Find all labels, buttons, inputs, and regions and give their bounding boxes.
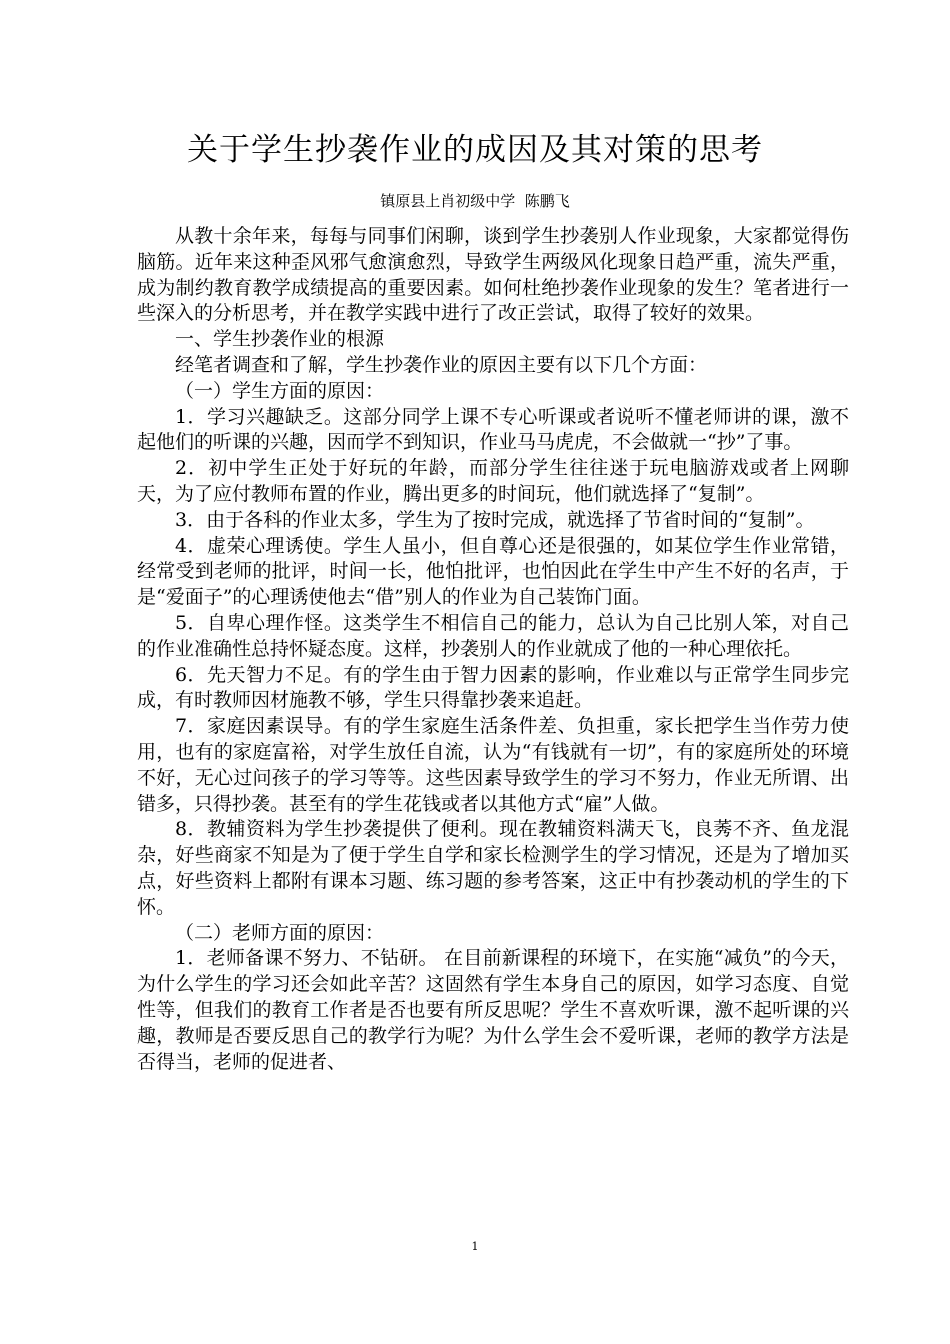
document-body [137, 224, 849, 1075]
subsection-heading: （二）老师方面的原因： [175, 921, 385, 944]
list-item: 2．初中学生正处于好玩的年龄，而部分学生往往迷于玩电脑游戏或者上网聊天，为了应付教师布置的作业，腾出更多的时间玩，他们就选择了“复制”。 [137, 457, 849, 505]
list-item: 3．由于各科的作业太多，学生为了按时完成，就选择了节省时间的“复制”。 [175, 508, 815, 531]
list-item: 6．先天智力不足。有的学生由于智力因素的影响，作业难以与正常学生同步完成，有时教师因材施教不够，学生只得靠抄袭来追赶。 [137, 663, 849, 712]
list-item: 7．家庭因素误导。有的学生家庭生活条件差、负担重，家长把学生当作劳力使用，也有的家庭富裕，对学生放任自流，认为“有钱就有一切”，有的家庭所处的环境不好，无心过问孩子的学习等等。这些因素导致学生的学习不努力，作业无所谓、出错多，只得抄袭。甚至有的学生花钱或者以其他方式“雇”人做。 [137, 715, 849, 815]
paragraph-intro: 从教十余年来，每每与同事们闲聊，谈到学生抄袭别人作业现象，大家都觉得伤脑筋。近年来这种歪风邪气愈演愈烈，导致学生两级风化现象日趋严重，流失严重，成为制约教育教学成绩提高的重要因素。如何杜绝抄袭作业现象的发生？笔者进行一些深入的分析思考，并在教学实践中进行了改正尝试，取得了较好的效果。 [137, 225, 849, 325]
document-title: 关于学生抄袭作业的成因及其对策的思考 [187, 132, 763, 168]
list-item: 1．学习兴趣缺乏。这部分同学上课不专心听课或者说听不懂老师讲的课，激不起他们的听课的兴趣，因而学不到知识，作业马马虎虎，不会做就一“抄”了事。 [137, 405, 849, 454]
list-item: 8．教辅资料为学生抄袭提供了便利。现在教辅资料满天飞，良莠不齐、鱼龙混杂，好些商家不知是为了便于学生自学和家长检测学生的学习情况，还是为了增加买点，好些资料上都附有课本习题、练习题的参考答案，这正中有抄袭动机的学生的下怀。 [137, 818, 849, 918]
section-heading: 一、学生抄袭作业的根源 [175, 328, 385, 351]
page-number: 1 [471, 1240, 479, 1253]
paragraph: 经笔者调查和了解，学生抄袭作业的原因主要有以下几个方面： [175, 353, 708, 376]
list-item: 5．自卑心理作怪。这类学生不相信自己的能力，总认为自己比别人笨，对自己的作业准确性总持怀疑态度。这样，抄袭别人的作业就成了他的一种心理依托。 [137, 611, 849, 660]
subsection-heading: （一）学生方面的原因： [175, 379, 385, 402]
list-item: 1．老师备课不努力、不钻研。 在目前新课程的环境下，在实施“减负”的今天，为什么学生的学习还会如此辛苦？这固然有学生本身自己的原因，如学习态度、自觉性等，但我们的教育工作者是否也要有所反思呢？学生不喜欢听课，激不起听课的兴趣，教师是否要反思自己的教学行为呢？为什么学生会不爱听课，老师的教学方法是否得当，老师的促进者、 [137, 947, 849, 1073]
list-item: 4．虚荣心理诱使。学生人虽小，但自尊心还是很强的，如某位学生作业常错，经常受到老师的批评，时间一长，他怕批评，也怕因此在学生中产生不好的名声，于是“爱面子”的心理诱使他去“借”别人的作业为自己装饰门面。 [137, 534, 849, 609]
author-line: 镇原县上肖初级中学 陈鹏飞 [380, 192, 570, 210]
